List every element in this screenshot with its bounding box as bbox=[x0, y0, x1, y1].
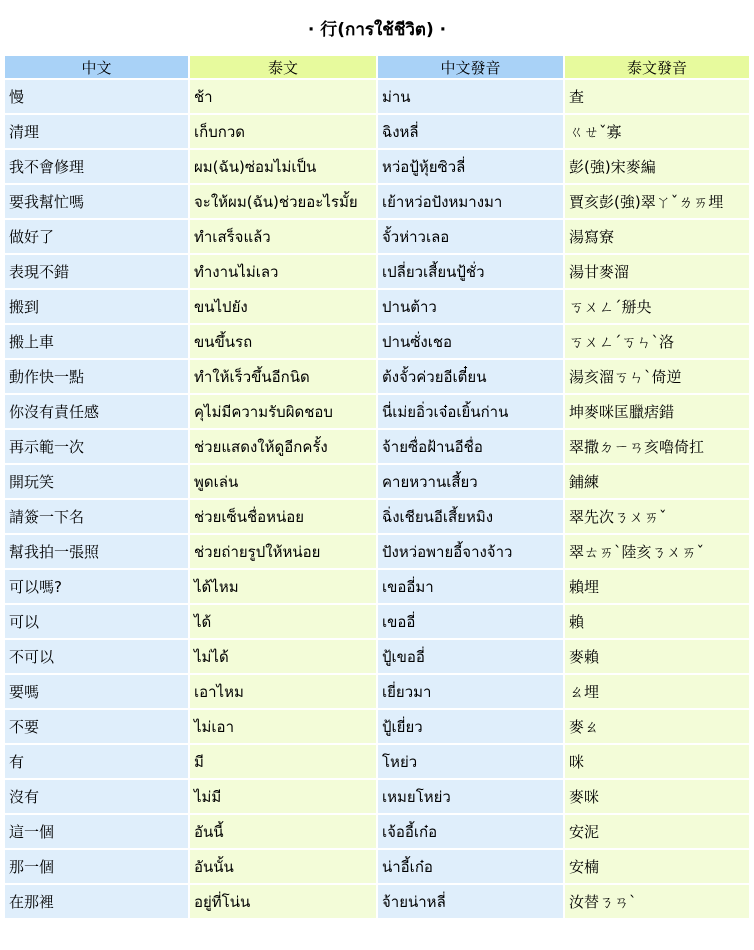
cell-chinese: 幫我拍一張照 bbox=[5, 535, 188, 568]
cell-thai-pronunciation: ㄠ埋 bbox=[565, 675, 749, 708]
cell-chinese: 開玩笑 bbox=[5, 465, 188, 498]
table-row bbox=[5, 745, 749, 778]
cell-thai-pronunciation: ㄍㄝˇ寡 bbox=[565, 115, 749, 148]
cell-chinese-pronunciation: ปานซั่งเชอ bbox=[378, 325, 563, 358]
page-title: · 行(การใช้ชีวิต) · bbox=[307, 20, 447, 40]
cell-chinese-pronunciation: จ้ายซื่อฝ้านอีชื่อ bbox=[378, 430, 563, 463]
cell-thai-pronunciation: 賴 bbox=[565, 605, 749, 638]
cell-chinese-pronunciation: คายหวานเสี้ยว bbox=[378, 465, 563, 498]
cell-chinese-pronunciation: เจ้ออี้เก๋อ bbox=[378, 815, 563, 848]
table-row bbox=[5, 465, 749, 498]
cell-thai: ขนไปยัง bbox=[190, 290, 376, 323]
cell-chinese-pronunciation: ปังหว่อพายอี้จางจ้าว bbox=[378, 535, 563, 568]
table-row bbox=[5, 360, 749, 393]
header-thai-pronunciation: 泰文發音 bbox=[565, 56, 749, 78]
cell-thai: จะให้ผม(ฉัน)ช่วยอะไรมั้ย bbox=[190, 185, 376, 218]
cell-thai: ทำงานไม่เลว bbox=[190, 255, 376, 288]
cell-thai: เก็บกวด bbox=[190, 115, 376, 148]
cell-thai-pronunciation: 麥賴 bbox=[565, 640, 749, 673]
table-row bbox=[5, 885, 749, 918]
cell-thai-pronunciation: 湯寫寮 bbox=[565, 220, 749, 253]
table-row bbox=[5, 535, 749, 568]
cell-chinese: 搬上車 bbox=[5, 325, 188, 358]
cell-thai-pronunciation: 鋪練 bbox=[565, 465, 749, 498]
cell-thai: ช่วยเซ็นชื่อหน่อย bbox=[190, 500, 376, 533]
cell-chinese: 在那裡 bbox=[5, 885, 188, 918]
cell-thai: อยู่ที่โน่น bbox=[190, 885, 376, 918]
cell-thai-pronunciation: 汝替ㄋㄢˋ bbox=[565, 885, 749, 918]
header-chinese-pronunciation: 中文發音 bbox=[378, 56, 563, 78]
cell-thai-pronunciation: 查 bbox=[565, 80, 749, 113]
table-row bbox=[5, 710, 749, 743]
cell-thai: ได้ไหม bbox=[190, 570, 376, 603]
table-row bbox=[5, 850, 749, 883]
header-thai: 泰文 bbox=[190, 56, 376, 78]
cell-chinese: 表現不錯 bbox=[5, 255, 188, 288]
table-row bbox=[5, 185, 749, 218]
table-row bbox=[5, 605, 749, 638]
cell-chinese: 可以 bbox=[5, 605, 188, 638]
cell-thai-pronunciation: 翠先次ㄋㄨㄞˇ bbox=[565, 500, 749, 533]
cell-chinese: 要我幫忙嗎 bbox=[5, 185, 188, 218]
vocabulary-rows bbox=[5, 80, 749, 918]
cell-thai: มี bbox=[190, 745, 376, 778]
cell-thai: พูดเล่น bbox=[190, 465, 376, 498]
cell-thai: ขนขึ้นรถ bbox=[190, 325, 376, 358]
table-row bbox=[5, 430, 749, 463]
cell-chinese-pronunciation: ฉิงหลี่ bbox=[378, 115, 563, 148]
cell-chinese: 再示範一次 bbox=[5, 430, 188, 463]
cell-thai: ช่วยแสดงให้ดูอีกครั้ง bbox=[190, 430, 376, 463]
cell-chinese: 清理 bbox=[5, 115, 188, 148]
cell-chinese-pronunciation: ฉิ่งเชียนอีเสี้ยหมิง bbox=[378, 500, 563, 533]
cell-chinese-pronunciation: ปู้เขออี่ bbox=[378, 640, 563, 673]
cell-chinese: 你沒有責任感 bbox=[5, 395, 188, 428]
cell-chinese: 動作快一點 bbox=[5, 360, 188, 393]
cell-chinese-pronunciation: จั้วห่าวเลอ bbox=[378, 220, 563, 253]
cell-chinese-pronunciation: ม่าน bbox=[378, 80, 563, 113]
cell-thai: ไม่มี bbox=[190, 780, 376, 813]
cell-chinese-pronunciation: เขออี่มา bbox=[378, 570, 563, 603]
cell-chinese-pronunciation: ปู้เยี่ยว bbox=[378, 710, 563, 743]
table-row bbox=[5, 150, 749, 183]
table-row bbox=[5, 815, 749, 848]
table-row bbox=[5, 395, 749, 428]
cell-thai-pronunciation: 咪 bbox=[565, 745, 749, 778]
cell-chinese-pronunciation: น่าอี้เก๋อ bbox=[378, 850, 563, 883]
cell-chinese: 不要 bbox=[5, 710, 188, 743]
cell-thai-pronunciation: 賈亥彭(強)翠ㄚˇㄌㄞ埋 bbox=[565, 185, 749, 218]
table-row bbox=[5, 500, 749, 533]
cell-thai-pronunciation: 安泥 bbox=[565, 815, 749, 848]
cell-chinese: 沒有 bbox=[5, 780, 188, 813]
table-row bbox=[5, 570, 749, 603]
cell-chinese-pronunciation: เปลี่ยวเสี้ยนปู้ชั่ว bbox=[378, 255, 563, 288]
cell-thai-pronunciation: 麥咪 bbox=[565, 780, 749, 813]
table-row bbox=[5, 640, 749, 673]
cell-thai: ทำให้เร็วขึ้นอีกนิด bbox=[190, 360, 376, 393]
cell-chinese: 有 bbox=[5, 745, 188, 778]
table-row bbox=[5, 255, 749, 288]
table-row bbox=[5, 325, 749, 358]
cell-thai: ได้ bbox=[190, 605, 376, 638]
cell-thai-pronunciation: 湯亥溜ㄎㄣˋ倚逆 bbox=[565, 360, 749, 393]
cell-chinese: 請簽一下名 bbox=[5, 500, 188, 533]
cell-chinese-pronunciation: ต้งจั้วค่วยอีเตี๋ยน bbox=[378, 360, 563, 393]
cell-chinese: 不可以 bbox=[5, 640, 188, 673]
table-row bbox=[5, 80, 749, 113]
cell-chinese-pronunciation: เย้าหว่อปังหมางมา bbox=[378, 185, 563, 218]
cell-thai-pronunciation: 麥ㄠ bbox=[565, 710, 749, 743]
cell-chinese-pronunciation: นี่เม่ยอิ่วเจ๋อเยิ้นก่าน bbox=[378, 395, 563, 428]
cell-thai-pronunciation: ㄎㄨㄥˊㄎㄣˋ洛 bbox=[565, 325, 749, 358]
cell-chinese-pronunciation: โหย่ว bbox=[378, 745, 563, 778]
cell-thai: อันนั้น bbox=[190, 850, 376, 883]
cell-chinese: 我不會修理 bbox=[5, 150, 188, 183]
cell-chinese: 可以嗎? bbox=[5, 570, 188, 603]
cell-thai: คุไม่มีความรับผิดชอบ bbox=[190, 395, 376, 428]
cell-chinese: 搬到 bbox=[5, 290, 188, 323]
cell-chinese: 慢 bbox=[5, 80, 188, 113]
vocabulary-table bbox=[3, 54, 751, 920]
cell-chinese-pronunciation: เขออี่ bbox=[378, 605, 563, 638]
table-row bbox=[5, 675, 749, 708]
cell-chinese-pronunciation: เหมยโหย่ว bbox=[378, 780, 563, 813]
cell-thai: อันนี้ bbox=[190, 815, 376, 848]
table-row bbox=[5, 780, 749, 813]
cell-thai: ไม่ได้ bbox=[190, 640, 376, 673]
cell-thai-pronunciation: 坤麥咪匡臘痞錯 bbox=[565, 395, 749, 428]
cell-chinese-pronunciation: จ้ายน่าหลี่ bbox=[378, 885, 563, 918]
table-row bbox=[5, 115, 749, 148]
table-row bbox=[5, 290, 749, 323]
cell-thai-pronunciation: 安楠 bbox=[565, 850, 749, 883]
cell-chinese: 做好了 bbox=[5, 220, 188, 253]
cell-thai-pronunciation: 翠ㄊㄞˋ陸亥ㄋㄨㄞˇ bbox=[565, 535, 749, 568]
cell-thai: ช่วยถ่ายรูปให้หน่อย bbox=[190, 535, 376, 568]
cell-thai: ไม่เอา bbox=[190, 710, 376, 743]
cell-chinese-pronunciation: ปานต้าว bbox=[378, 290, 563, 323]
cell-thai-pronunciation: 湯甘麥溜 bbox=[565, 255, 749, 288]
cell-chinese: 這一個 bbox=[5, 815, 188, 848]
cell-thai: ช้า bbox=[190, 80, 376, 113]
cell-chinese-pronunciation: หว่อปู้หุ้ยซิวลี่ bbox=[378, 150, 563, 183]
cell-chinese-pronunciation: เยี่ยวมา bbox=[378, 675, 563, 708]
cell-chinese: 要嗎 bbox=[5, 675, 188, 708]
cell-thai-pronunciation: ㄎㄨㄥˊ掰央 bbox=[565, 290, 749, 323]
cell-thai-pronunciation: 彭(強)宋麥編 bbox=[565, 150, 749, 183]
table-row bbox=[5, 220, 749, 253]
cell-thai: ผม(ฉัน)ซ่อมไม่เป็น bbox=[190, 150, 376, 183]
header-chinese: 中文 bbox=[5, 56, 188, 78]
table-header-row bbox=[5, 56, 749, 78]
cell-thai-pronunciation: 賴埋 bbox=[565, 570, 749, 603]
cell-thai: เอาไหม bbox=[190, 675, 376, 708]
cell-chinese: 那一個 bbox=[5, 850, 188, 883]
cell-thai: ทำเสร็จแล้ว bbox=[190, 220, 376, 253]
cell-thai-pronunciation: 翠撒ㄉㄧㄢ亥嚕倚扛 bbox=[565, 430, 749, 463]
